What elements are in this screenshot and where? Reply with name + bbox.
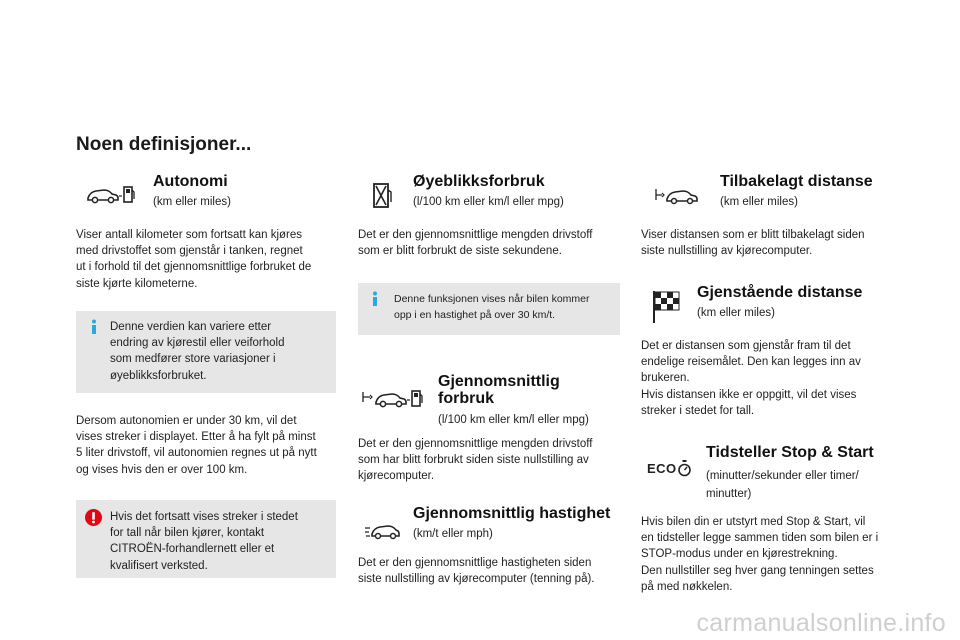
oyeblikk-heading: Øyeblikksforbruk <box>413 173 545 190</box>
checkered-flag-icon <box>652 290 682 324</box>
snitthastighet-unit: (km/t eller mph) <box>413 528 493 540</box>
autonomi-description-2: Dersom autonomien er under 30 km, vil det vises streker i displayet. Etter å ha fylt på minst 5 liter drivstoff, vil autonomien regnes ut på nytt og vises hvis den er over 100 km. <box>76 415 317 476</box>
autonomi-description: Viser antall kilometer som fortsatt kan kjøres med drivstoffet som gjenstår i tanken, regnet ut i forhold til det gjennomsnittlige forbruket de siste kjørte kilometerne. <box>76 229 312 290</box>
info-icon <box>368 291 382 307</box>
oyeblikk-info-box <box>358 283 620 335</box>
snittforbruk-description: Det er den gjennomsnittlige mengden drivstoff som har blitt forbrukt siden siste nullstilling av kjørecomputer. <box>358 438 593 483</box>
autonomi-unit: (km eller miles) <box>153 196 231 208</box>
oyeblikk-unit: (l/100 km eller km/l eller mpg) <box>413 196 564 208</box>
tilbakelagt-unit: (km eller miles) <box>720 196 798 208</box>
autonomi-info-text: Denne verdien kan variere etter endring av kjørestil eller veiforhold som medfører store variasjoner i øyeblikksforbruket. <box>110 321 285 382</box>
eco-label: ECO <box>647 461 677 476</box>
eco-timer-icon <box>647 460 691 478</box>
autonomi-info-box <box>76 311 336 393</box>
oyeblikk-info-text: Denne funksjonen vises når bilen kommer opp i en hastighet på over 30 km/t. <box>394 293 590 322</box>
gjenstaende-heading: Gjenstående distanse <box>697 284 863 301</box>
snitthastighet-heading: Gjennomsnittlig hastighet <box>413 505 611 522</box>
gjenstaende-description: Det er distansen som gjenstår fram til det endelige reisemålet. Den kan legges inn av brukeren. Hvis distansen ikke er oppgitt, vil det vises streker i stedet for tall. <box>641 340 861 417</box>
average-consumption-icon <box>362 388 428 410</box>
gjenstaende-unit: (km eller miles) <box>697 307 775 319</box>
stopstart-unit: (minutter/sekunder eller timer/ minutter) <box>706 470 859 500</box>
car-fuel-pump-icon <box>86 184 136 206</box>
distance-travelled-icon <box>655 186 699 206</box>
watermark: carmanualsonline.info <box>696 609 946 637</box>
warning-icon <box>85 509 102 526</box>
tilbakelagt-heading: Tilbakelagt distanse <box>720 173 873 190</box>
tilbakelagt-description: Viser distansen som er blitt tilbakelagt siden siste nullstilling av kjørecomputer. <box>641 229 865 258</box>
snittforbruk-heading: Gjennomsnittlig forbruk <box>438 373 560 407</box>
snittforbruk-unit: (l/100 km eller km/l eller mpg) <box>438 414 589 426</box>
snitthastighet-description: Det er den gjennomsnittlige hastigheten siden siste nullstilling av kjørecomputer (tenning på). <box>358 557 595 586</box>
stopstart-heading: Tidsteller Stop & Start <box>706 444 874 461</box>
autonomi-warning-text: Hvis det fortsatt vises streker i stedet for tall når bilen kjører, kontakt CITROËN-forhandlernett eller et kvalifisert verksted. <box>110 511 298 572</box>
stopstart-description: Hvis bilen din er utstyrt med Stop & Start, vil en tidsteller legge sammen tiden som bilen er i STOP-modus under en kjørestrekning. Den nullstiller seg hver gang tenningen settes på med nøkkelen. <box>641 516 879 593</box>
page-title: Noen definisjoner... <box>76 134 252 155</box>
oyeblikk-description: Det er den gjennomsnittlige mengden drivstoff som er blitt forbrukt de siste sekundene. <box>358 229 593 258</box>
info-icon <box>87 319 101 335</box>
average-speed-icon <box>364 521 400 541</box>
autonomi-warning-box <box>76 500 336 578</box>
autonomi-heading: Autonomi <box>153 173 228 190</box>
stopwatch-icon <box>678 460 691 477</box>
fuel-pump-icon <box>372 182 394 210</box>
